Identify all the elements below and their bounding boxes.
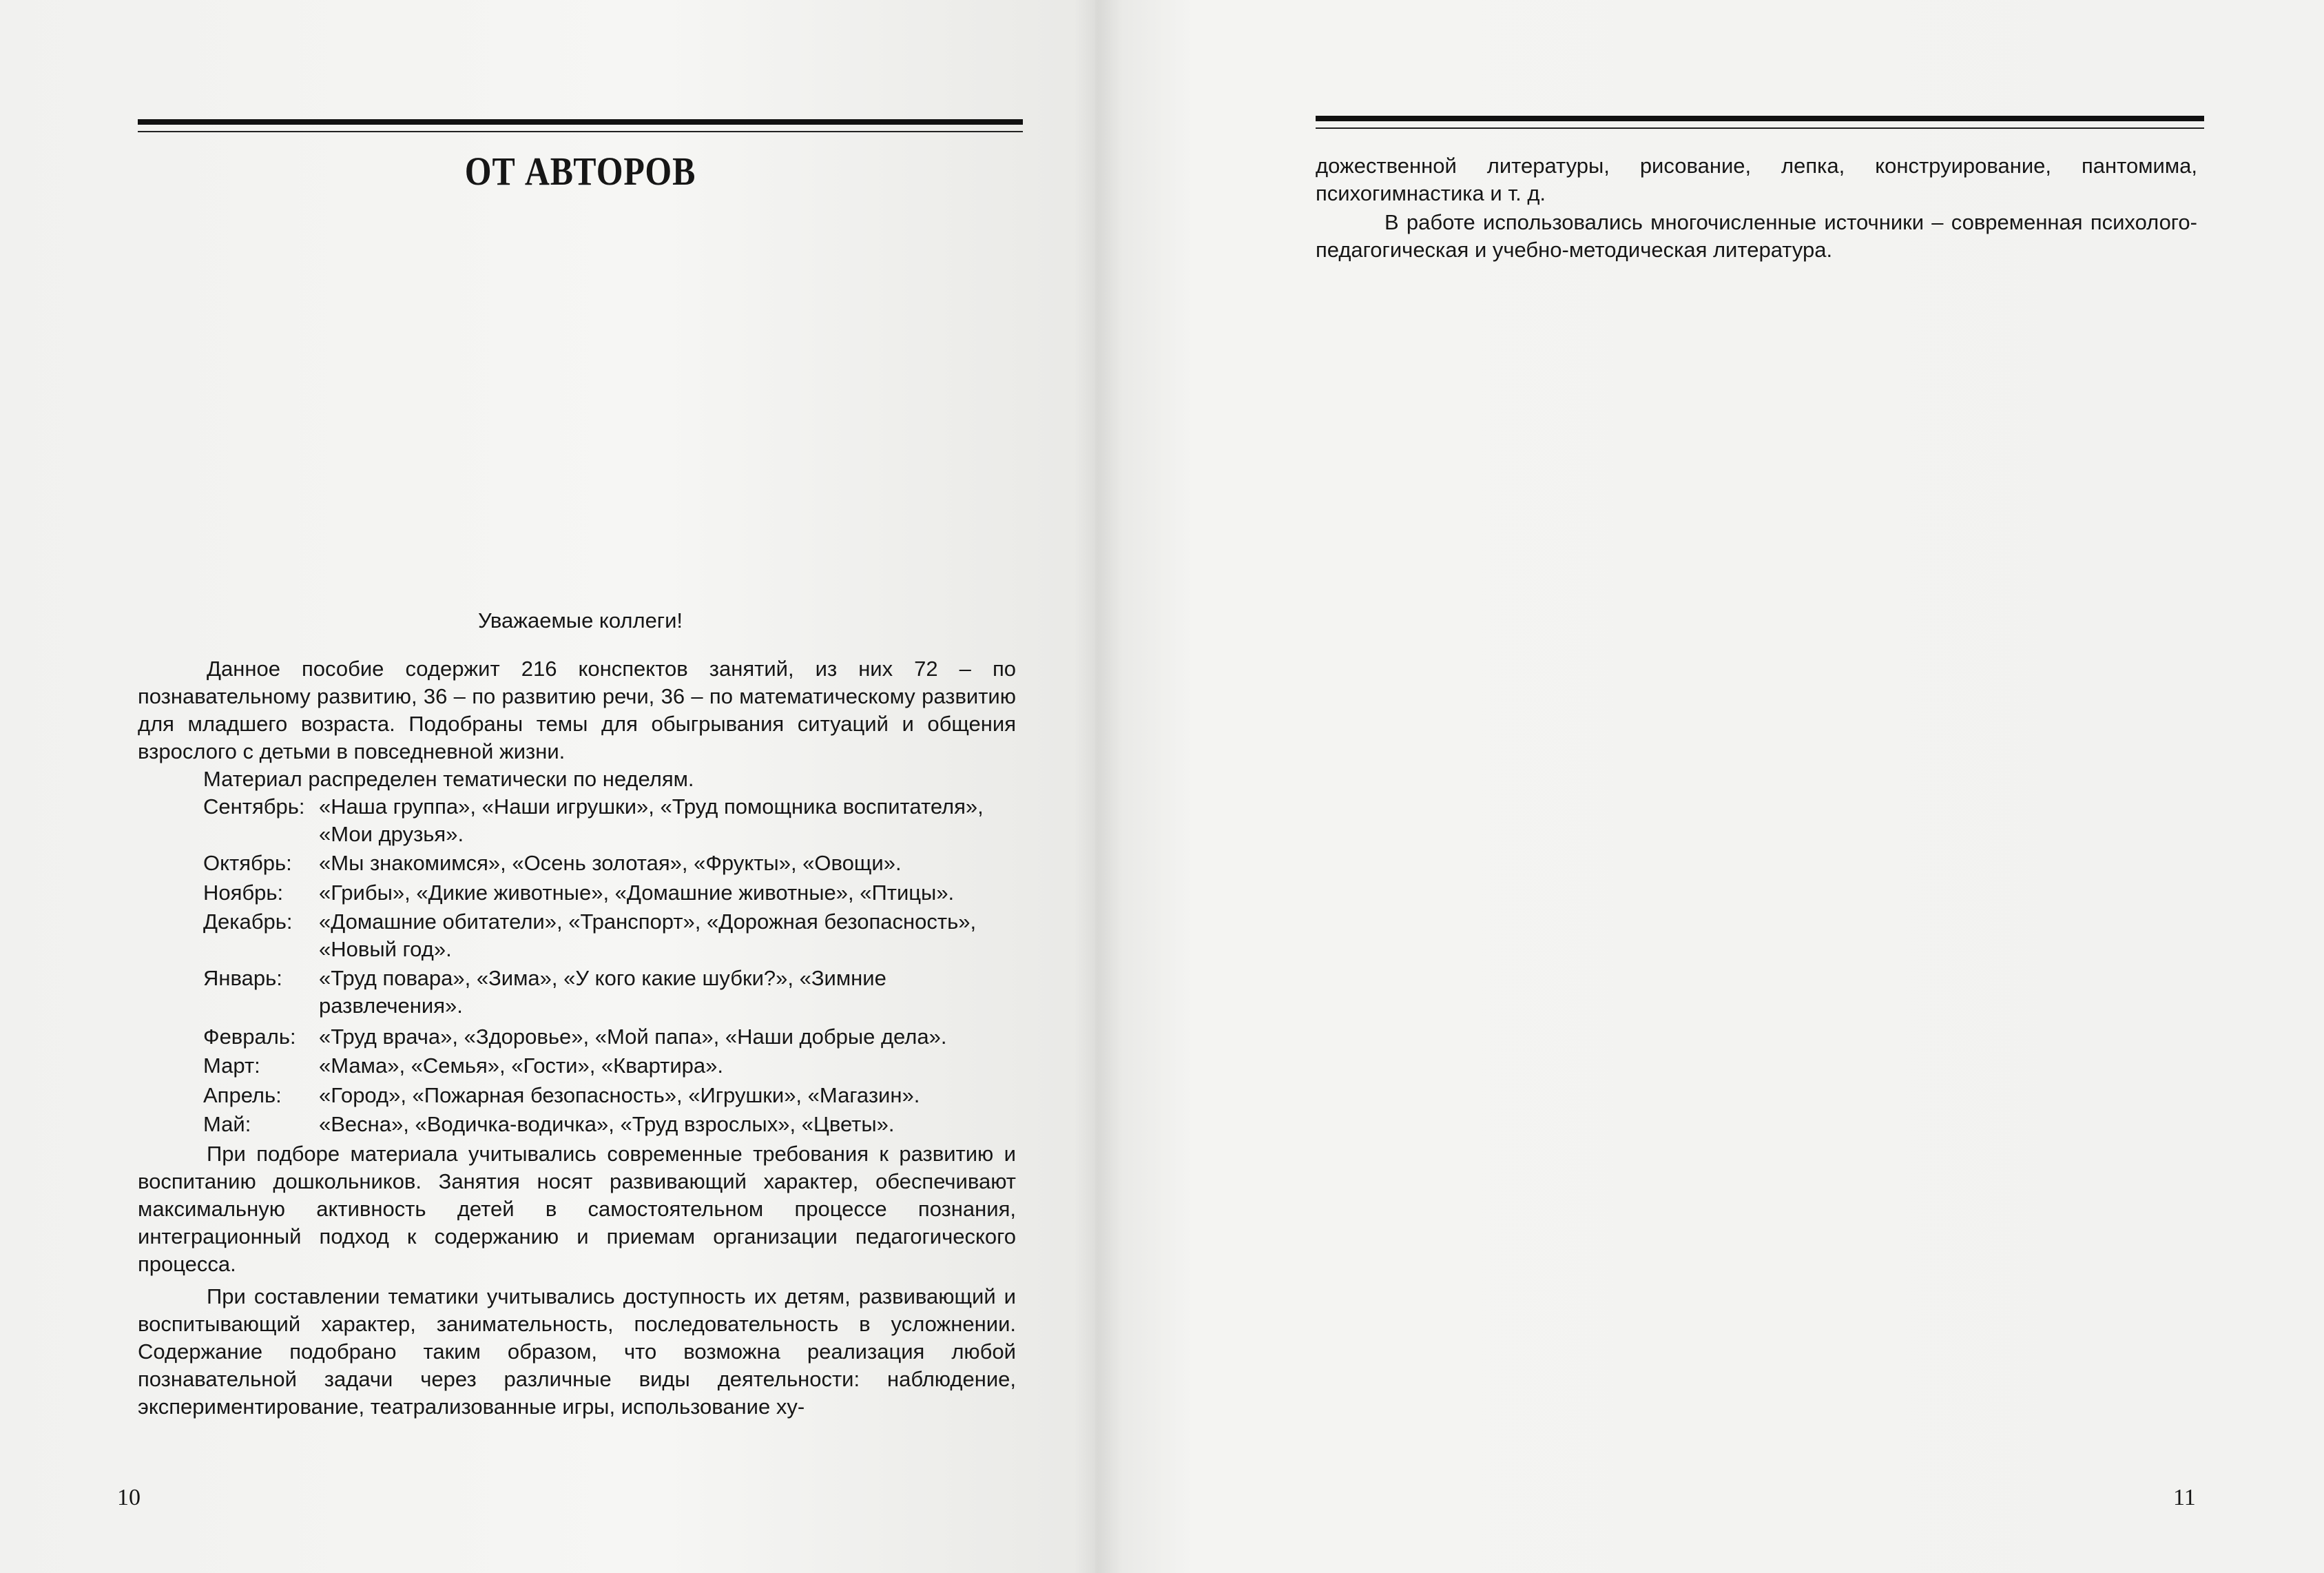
header-rule-thick (1316, 116, 2204, 121)
header-rule-thick (138, 119, 1023, 125)
left-page (0, 0, 1095, 1573)
month-label: Март: (203, 1053, 260, 1078)
month-label: Сентябрь: (203, 794, 305, 819)
month-topics: «Наша группа», «Наши игрушки», «Труд помощника воспитателя», «Мои друзья». (319, 794, 984, 846)
distribution-line: Материал распределен тематически по неделям. (203, 767, 694, 791)
month-topics: «Мама», «Семья», «Гости», «Квартира». (319, 1053, 724, 1078)
month-label: Январь: (203, 966, 282, 990)
section-heading: ОТ АВТОРОВ (464, 149, 696, 194)
month-topics: «Труд повара», «Зима», «У кого какие шубки?», «Зимние развлечения». (319, 966, 886, 1018)
right-page (1095, 0, 2324, 1573)
greeting: Уважаемые коллеги! (477, 608, 683, 633)
month-topics: «Грибы», «Дикие животные», «Домашние животные», «Птицы». (319, 881, 955, 905)
month-label: Май: (203, 1112, 251, 1136)
page-number-left: 10 (117, 1485, 141, 1510)
intro-paragraph: Данное пособие содержит 216 конспектов занятий, из них 72 – по познавательному развитию, 36 – по развитию речи, 36 – по математическому развитию для младшего возраста. Подобраны темы для обыгрывания ситуаций и общения взрослого с детьми в повседневной жизни. (138, 657, 1016, 763)
header-rule-thin (1316, 127, 2204, 129)
month-label: Февраль: (203, 1025, 296, 1049)
month-label: Октябрь: (203, 851, 292, 875)
month-topics: «Мы знакомимся», «Осень золотая», «Фрукты», «Овощи». (319, 851, 902, 875)
topics-paragraph: При составлении тематики учитывались доступность их детям, развивающий и воспитывающий характер, занимательность, последовательность в усложнении. Содержание подобрано таким образом, что возможна реализация любой познавательной задачи через различные виды деятельности: наблюдение, экспериментирование, театрализованные игры, использование ху- (138, 1284, 1016, 1419)
continuation-paragraph: дожественной литературы, рисование, лепка, конструирование, пантомима, психогимнастика и т. д. (1316, 154, 2197, 205)
month-topics: «Город», «Пожарная безопасность», «Игрушки», «Магазин». (319, 1083, 920, 1107)
sources-paragraph: В работе использовались многочисленные источники – современная психолого-педагогическая и учебно-методическая литература. (1316, 210, 2197, 262)
month-label: Декабрь: (203, 909, 293, 934)
month-topics: «Труд врача», «Здоровье», «Мой папа», «Наши добрые дела». (319, 1025, 947, 1049)
page-number-right: 11 (2173, 1485, 2196, 1510)
requirements-paragraph: При подборе материала учитывались современные требования к развитию и воспитанию дошкольников. Занятия носят развивающий характер, обеспечивают максимальную активность детей в самостоятельном процессе познания, интеграционный подход к содержанию и приемам организации педагогического процесса. (138, 1142, 1016, 1276)
month-topics: «Весна», «Водичка-водичка», «Труд взрослых», «Цветы». (319, 1112, 895, 1136)
book-gutter (1075, 0, 1123, 1573)
header-rule-thin (138, 131, 1023, 132)
month-topics: «Домашние обитатели», «Транспорт», «Дорожная безопасность», «Новый год». (319, 909, 977, 961)
month-label: Ноябрь: (203, 881, 284, 905)
month-label: Апрель: (203, 1083, 282, 1107)
